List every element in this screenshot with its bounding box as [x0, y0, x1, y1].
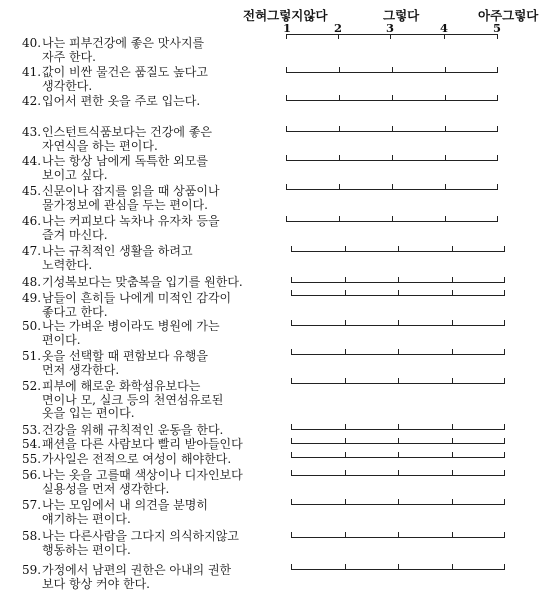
response-option-4[interactable]	[452, 378, 453, 384]
response-option-2[interactable]	[345, 532, 346, 538]
scale-number-3: 3	[386, 21, 395, 35]
response-scale[interactable]	[291, 530, 505, 538]
response-option-3[interactable]	[398, 277, 399, 283]
question-text-line: 자연식을 하는 편이다.	[42, 138, 158, 153]
question-number: 49.	[22, 291, 42, 305]
response-option-2[interactable]	[345, 349, 346, 355]
response-scale[interactable]	[291, 422, 505, 430]
response-option-2[interactable]	[345, 499, 346, 505]
question-text-line: 건강을 위해 규칙적인 운동을 한다.	[42, 423, 224, 437]
response-option-5[interactable]	[504, 452, 505, 458]
response-option-1[interactable]	[291, 349, 292, 355]
scale-number-5: 5	[493, 21, 502, 35]
response-option-4[interactable]	[445, 126, 446, 132]
response-option-5[interactable]	[497, 126, 498, 132]
response-option-3[interactable]	[392, 126, 393, 132]
question-number: 41.	[22, 65, 42, 79]
question-text-line: 값이 비싼 물건은 품질도 높다고	[42, 65, 208, 79]
response-option-3[interactable]	[392, 67, 393, 73]
question-text	[42, 469, 290, 496]
response-option-2[interactable]	[345, 277, 346, 283]
response-scale[interactable]	[291, 450, 505, 458]
question-text-line: 가사일은 전적으로 여성이 해야한다.	[42, 452, 232, 466]
response-option-5[interactable]	[504, 532, 505, 538]
response-scale[interactable]	[286, 153, 498, 161]
response-option-1[interactable]	[286, 67, 287, 73]
response-option-3[interactable]	[398, 452, 399, 458]
question-text	[42, 185, 290, 212]
response-option-5[interactable]	[497, 216, 498, 222]
scale-label-strongly-agree: 아주그렇다	[478, 8, 539, 23]
response-option-1[interactable]	[291, 424, 292, 430]
response-option-5[interactable]	[504, 320, 505, 326]
response-option-5[interactable]	[497, 184, 498, 190]
question-text-line: 실용성을 먼저 생각한다.	[42, 481, 170, 496]
header-tick	[390, 34, 391, 39]
question-number: 46.	[22, 214, 42, 228]
response-option-3[interactable]	[398, 349, 399, 355]
question-text	[42, 292, 290, 319]
response-scale[interactable]	[291, 468, 505, 476]
response-option-3[interactable]	[398, 532, 399, 538]
response-scale[interactable]	[291, 318, 505, 326]
response-option-3[interactable]	[398, 246, 399, 252]
response-option-2[interactable]	[339, 155, 340, 161]
question-text	[42, 453, 290, 467]
question-text	[42, 499, 290, 526]
response-scale[interactable]	[286, 214, 498, 222]
response-option-2[interactable]	[345, 564, 346, 570]
response-option-1[interactable]	[291, 378, 292, 384]
response-option-4[interactable]	[445, 184, 446, 190]
question-number: 43.	[22, 125, 42, 139]
response-scale[interactable]	[291, 376, 505, 384]
response-option-2[interactable]	[339, 67, 340, 73]
response-scale[interactable]	[291, 436, 505, 444]
response-option-3[interactable]	[398, 470, 399, 476]
response-option-3[interactable]	[392, 216, 393, 222]
response-option-1[interactable]	[291, 290, 292, 296]
response-option-1[interactable]	[291, 470, 292, 476]
question-text-line: 기성복보다는 맞춤복을 입기를 원한다.	[42, 275, 243, 289]
response-option-5[interactable]	[504, 424, 505, 430]
response-option-3[interactable]	[392, 184, 393, 190]
response-option-2[interactable]	[339, 126, 340, 132]
question-number: 56.	[22, 468, 42, 482]
question-text-line: 옷을 선택할 때 편함보다 유행을	[42, 349, 208, 363]
question-text-line: 패션을 다른 사람보다 빨리 받아들인다	[42, 437, 243, 451]
response-option-5[interactable]	[504, 349, 505, 355]
response-option-2[interactable]	[345, 452, 346, 458]
question-text-line: 나는 항상 남에게 독특한 외모를	[42, 154, 208, 168]
response-option-3[interactable]	[392, 95, 393, 101]
response-option-1[interactable]	[286, 126, 287, 132]
question-text-line: 인스턴트식품보다는 건강에 좋은	[42, 125, 212, 139]
response-option-1[interactable]	[286, 216, 287, 222]
question-text	[42, 66, 290, 93]
response-option-4[interactable]	[452, 290, 453, 296]
question-text-line: 얘기하는 편이다.	[42, 511, 131, 526]
response-option-2[interactable]	[345, 424, 346, 430]
response-option-5[interactable]	[504, 378, 505, 384]
response-option-2[interactable]	[345, 320, 346, 326]
response-option-4[interactable]	[452, 564, 453, 570]
question-text	[42, 530, 290, 557]
question-text	[42, 245, 290, 272]
response-option-2[interactable]	[345, 290, 346, 296]
question-text-line: 즐겨 마신다.	[42, 227, 108, 242]
question-text-line: 노력한다.	[42, 257, 93, 272]
question-text-line: 먼저 생각한다.	[42, 362, 120, 377]
question-number: 59.	[22, 563, 42, 577]
response-option-4[interactable]	[452, 277, 453, 283]
response-option-5[interactable]	[504, 277, 505, 283]
question-text-line: 자주 한다.	[42, 49, 96, 64]
question-number: 57.	[22, 498, 42, 512]
response-option-1[interactable]	[291, 320, 292, 326]
response-option-4[interactable]	[452, 349, 453, 355]
question-text-line: 행동하는 편이다.	[42, 542, 131, 557]
question-number: 40.	[22, 36, 42, 50]
question-text	[42, 37, 290, 64]
response-option-3[interactable]	[398, 564, 399, 570]
question-text-line: 옷을 입는 편이다.	[42, 406, 135, 421]
response-option-2[interactable]	[345, 470, 346, 476]
scale-label-agree: 그렇다	[383, 8, 420, 23]
response-option-4[interactable]	[445, 95, 446, 101]
response-option-4[interactable]	[445, 216, 446, 222]
response-option-1[interactable]	[286, 95, 287, 101]
question-text-line: 편이다.	[42, 332, 81, 347]
response-scale[interactable]	[291, 275, 505, 283]
response-option-4[interactable]	[445, 155, 446, 161]
response-option-1[interactable]	[291, 499, 292, 505]
response-option-1[interactable]	[291, 532, 292, 538]
response-option-2[interactable]	[345, 438, 346, 444]
question-text-line: 좋다고 한다.	[42, 304, 108, 319]
response-scale[interactable]	[291, 562, 505, 570]
response-option-4[interactable]	[452, 499, 453, 505]
response-option-3[interactable]	[392, 155, 393, 161]
response-scale[interactable]	[291, 347, 505, 355]
scale-label-strongly-disagree: 전혀그렇지않다	[243, 8, 328, 23]
question-number: 58.	[22, 529, 42, 543]
response-option-2[interactable]	[339, 216, 340, 222]
response-option-1[interactable]	[291, 452, 292, 458]
header-tick	[444, 34, 445, 39]
response-option-5[interactable]	[504, 564, 505, 570]
question-text	[42, 424, 290, 438]
response-option-5[interactable]	[504, 499, 505, 505]
question-text	[42, 438, 290, 452]
question-text	[42, 320, 290, 347]
response-scale[interactable]	[286, 65, 498, 73]
question-text-line: 보이고 싶다.	[42, 167, 108, 182]
response-option-2[interactable]	[345, 246, 346, 252]
response-option-4[interactable]	[452, 438, 453, 444]
response-option-2[interactable]	[339, 184, 340, 190]
response-option-4[interactable]	[452, 320, 453, 326]
question-text-line: 나는 옷을 고를때 색상이나 디자인보다	[42, 468, 243, 482]
question-text-line: 나는 가벼운 병이라도 병원에 가는	[42, 319, 220, 333]
question-text-line: 나는 규칙적인 생활을 하려고	[42, 244, 193, 258]
response-scale[interactable]	[286, 93, 498, 101]
header-scale-line	[286, 34, 498, 35]
question-text-line: 피부에 해로운 화학섬유보다는	[42, 379, 201, 393]
header-tick	[497, 34, 498, 39]
question-text	[42, 564, 290, 591]
response-option-4[interactable]	[445, 67, 446, 73]
question-text-line: 가정에서 남편의 권한은 아내의 권한	[42, 563, 232, 577]
question-text-line: 입어서 편한 옷을 주로 입는다.	[42, 94, 201, 108]
scale-number-2: 2	[334, 21, 343, 35]
response-option-3[interactable]	[398, 424, 399, 430]
response-option-1[interactable]	[286, 155, 287, 161]
response-option-4[interactable]	[452, 246, 453, 252]
response-option-4[interactable]	[452, 424, 453, 430]
question-text	[42, 350, 290, 377]
question-text-line: 보다 항상 커야 한다.	[42, 576, 150, 591]
question-text	[42, 95, 290, 109]
question-number: 45.	[22, 184, 42, 198]
question-text-line: 생각한다.	[42, 78, 93, 93]
response-option-3[interactable]	[398, 320, 399, 326]
response-option-5[interactable]	[497, 155, 498, 161]
response-option-4[interactable]	[452, 532, 453, 538]
question-number: 53.	[22, 423, 42, 437]
response-scale[interactable]	[286, 182, 498, 190]
question-text	[42, 380, 290, 421]
response-option-5[interactable]	[504, 246, 505, 252]
scale-number-4: 4	[440, 21, 449, 35]
question-number: 52.	[22, 379, 42, 393]
response-scale[interactable]	[291, 244, 505, 252]
response-option-2[interactable]	[345, 378, 346, 384]
response-option-4[interactable]	[452, 452, 453, 458]
question-number: 55.	[22, 452, 42, 466]
response-option-5[interactable]	[497, 67, 498, 73]
response-option-1[interactable]	[291, 438, 292, 444]
response-option-1[interactable]	[291, 564, 292, 570]
question-number: 42.	[22, 94, 42, 108]
question-text	[42, 155, 290, 182]
question-text-line: 나는 피부건강에 좋은 맛사지를	[42, 36, 205, 50]
question-number: 50.	[22, 319, 42, 333]
question-number: 54.	[22, 437, 42, 451]
question-number: 47.	[22, 244, 42, 258]
question-text-line: 면이나 모, 실크 등의 천연섬유로된	[42, 392, 224, 407]
response-option-5[interactable]	[504, 470, 505, 476]
question-text-line: 물가정보에 관심을 두는 편이다.	[42, 197, 208, 212]
scale-number-1: 1	[283, 21, 292, 35]
response-scale[interactable]	[286, 124, 498, 132]
question-text-line: 나는 다른사람을 그다지 의식하지않고	[42, 529, 239, 543]
response-option-1[interactable]	[286, 184, 287, 190]
response-option-1[interactable]	[291, 246, 292, 252]
question-text-line: 나는 커피보다 녹차나 유자차 등을	[42, 214, 220, 228]
response-option-5[interactable]	[504, 290, 505, 296]
question-text	[42, 215, 290, 242]
response-option-2[interactable]	[339, 95, 340, 101]
question-number: 51.	[22, 349, 42, 363]
response-scale[interactable]	[291, 288, 505, 296]
question-number: 48.	[22, 275, 42, 289]
response-option-3[interactable]	[398, 378, 399, 384]
question-number: 44.	[22, 154, 42, 168]
response-option-4[interactable]	[452, 470, 453, 476]
response-scale[interactable]	[291, 497, 505, 505]
response-option-5[interactable]	[504, 438, 505, 444]
response-option-3[interactable]	[398, 438, 399, 444]
header-tick	[338, 34, 339, 39]
response-option-1[interactable]	[291, 277, 292, 283]
question-text-line: 나는 모임에서 내 의견을 분명히	[42, 498, 208, 512]
response-option-5[interactable]	[497, 95, 498, 101]
question-text-line: 남들이 흔히들 나에게 미적인 감각이	[42, 291, 232, 305]
question-text	[42, 276, 290, 290]
response-option-3[interactable]	[398, 499, 399, 505]
response-option-3[interactable]	[398, 290, 399, 296]
question-text	[42, 126, 290, 153]
question-text-line: 신문이나 잡지를 읽을 때 상품이나	[42, 184, 220, 198]
